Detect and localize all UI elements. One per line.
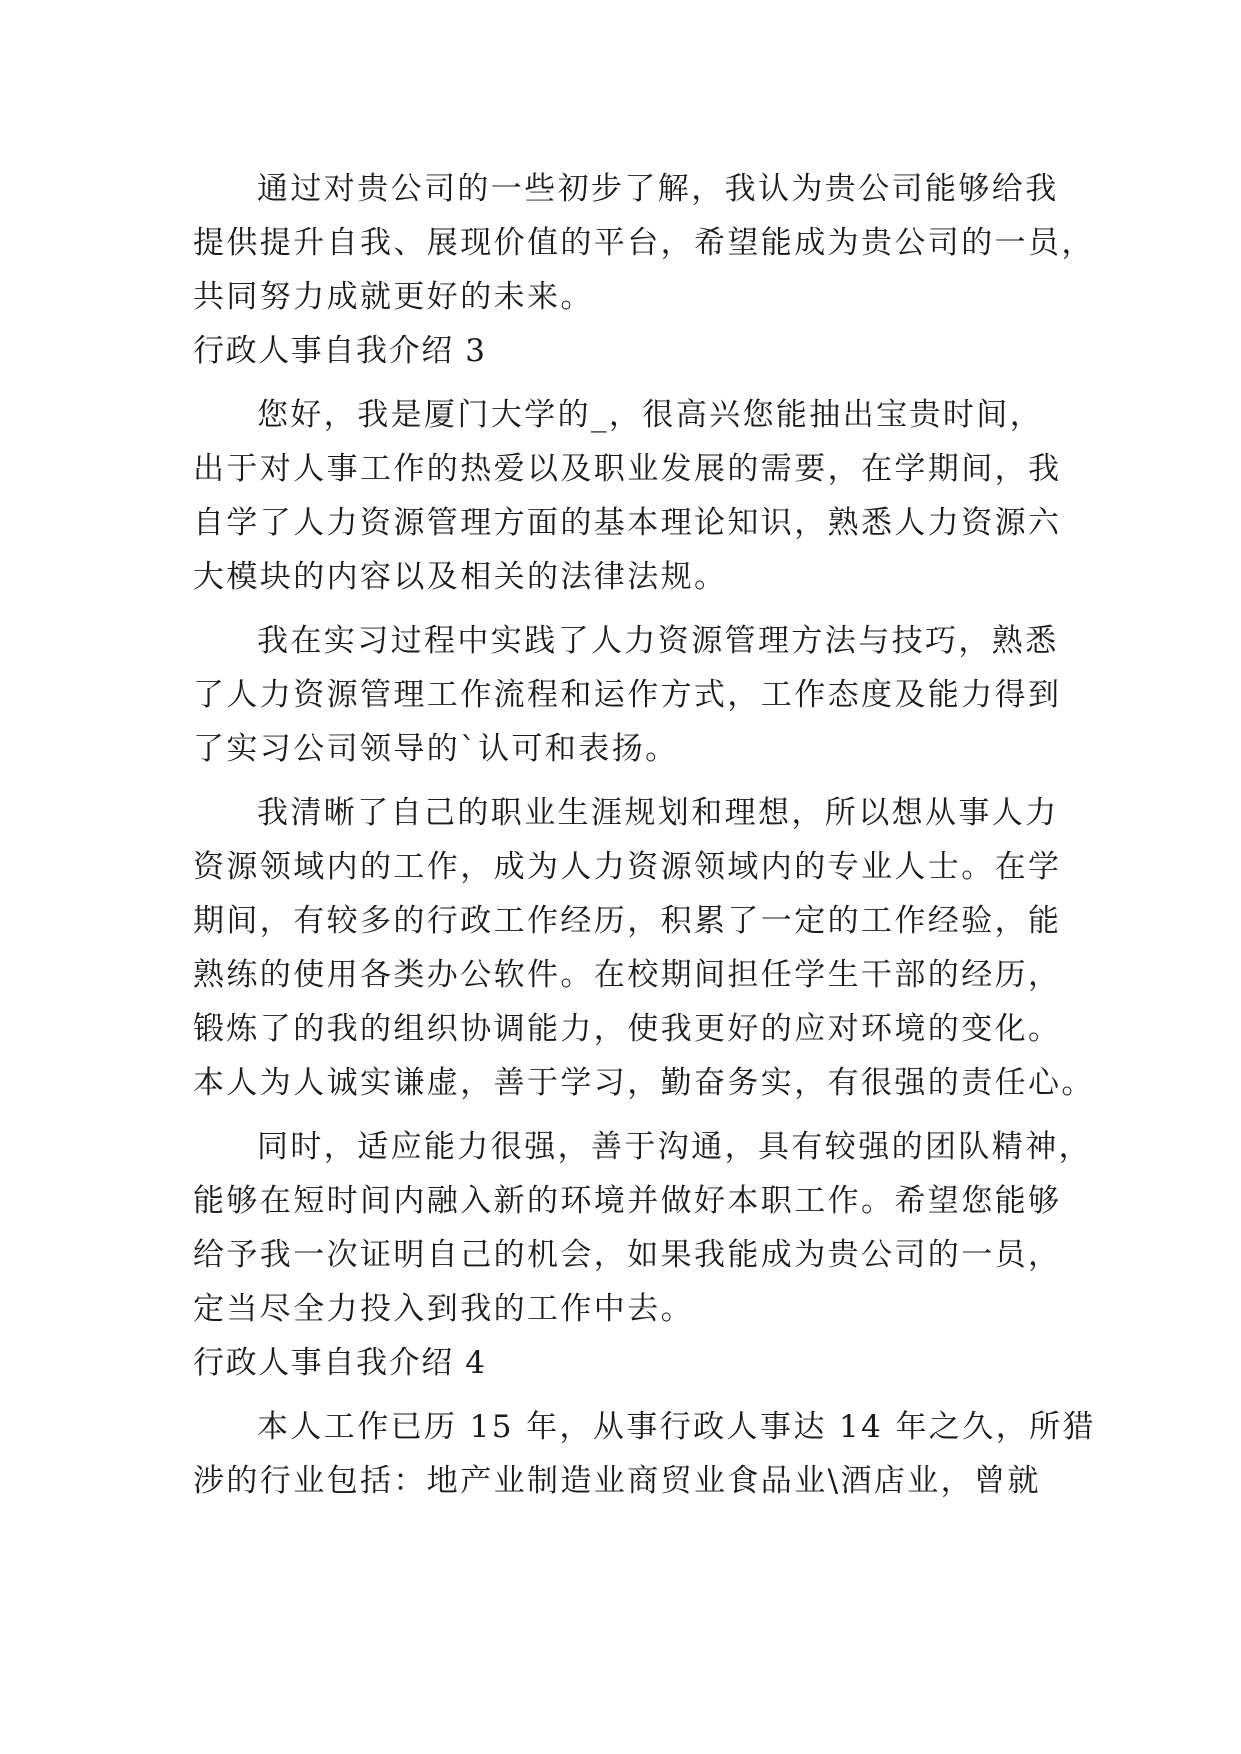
text-line: 定当尽全力投入到我的工作中去。 bbox=[193, 1291, 694, 1327]
text-line: 期间，有较多的行政工作经历，积累了一定的工作经验，能 bbox=[193, 903, 1062, 939]
text-line: 能够在短时间内融入新的环境并做好本职工作。希望您能够 bbox=[193, 1183, 1062, 1219]
paragraph bbox=[193, 162, 1095, 324]
text-line: 本人工作已历 15 年，从事行政人事达 14 年之久，所猎 bbox=[257, 1409, 1096, 1445]
text-line: 熟练的使用各类办公软件。在校期间担任学生干部的经历， bbox=[193, 957, 1062, 993]
text-line: 提供提升自我、展现价值的平台，希望能成为贵公司的一员， bbox=[193, 225, 1095, 261]
text-line: 大模块的内容以及相关的法律法规。 bbox=[193, 559, 728, 595]
text-line: 自学了人力资源管理方面的基本理论知识，熟悉人力资源六 bbox=[193, 505, 1062, 541]
text-line: 同时，适应能力很强，善于沟通，具有较强的团队精神， bbox=[257, 1129, 1092, 1165]
text-line: 本人为人诚实谦虚，善于学习，勤奋务实，有很强的责任心。 bbox=[193, 1065, 1095, 1101]
paragraph bbox=[193, 1120, 1092, 1336]
text-line: 通过对贵公司的一些初步了解，我认为贵公司能够给我 bbox=[257, 171, 1059, 207]
paragraph bbox=[193, 614, 1063, 776]
section-heading: 行政人事自我介绍 3 bbox=[193, 333, 487, 369]
paragraph bbox=[193, 1400, 1096, 1508]
text-line: 出于对人事工作的热爱以及职业发展的需要，在学期间，我 bbox=[193, 451, 1062, 487]
text-line: 我清晰了自己的职业生涯规划和理想，所以想从事人力 bbox=[257, 795, 1059, 831]
paragraph bbox=[193, 388, 1063, 604]
text-line: 锻炼了的我的组织协调能力，使我更好的应对环境的变化。 bbox=[193, 1011, 1062, 1047]
text-line: 涉的行业包括：地产业制造业商贸业食品业\酒店业，曾就 bbox=[193, 1463, 1041, 1499]
text-line: 了人力资源管理工作流程和运作方式，工作态度及能力得到 bbox=[193, 677, 1062, 713]
paragraph bbox=[193, 786, 1095, 1110]
text-line: 我在实习过程中实践了人力资源管理方法与技巧，熟悉 bbox=[257, 623, 1059, 659]
text-line: 您好，我是厦门大学的_，很高兴您能抽出宝贵时间， bbox=[257, 397, 1044, 433]
text-line: 共同努力成就更好的未来。 bbox=[193, 279, 594, 315]
document-body bbox=[193, 162, 1096, 1508]
text-line: 了实习公司领导的`认可和表扬。 bbox=[193, 731, 679, 767]
text-line: 给予我一次证明自己的机会，如果我能成为贵公司的一员， bbox=[193, 1237, 1062, 1273]
section-heading: 行政人事自我介绍 4 bbox=[193, 1345, 487, 1381]
text-line: 资源领域内的工作，成为人力资源领域内的专业人士。在学 bbox=[193, 849, 1062, 885]
